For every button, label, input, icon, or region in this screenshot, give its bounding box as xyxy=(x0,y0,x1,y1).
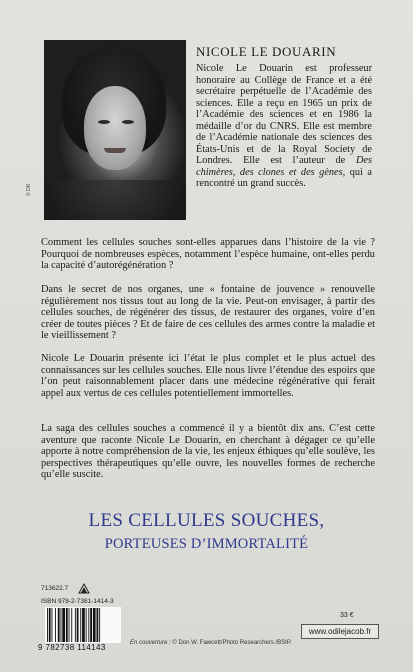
price: 33 € xyxy=(340,612,354,619)
blurb-paragraph-4: La saga des cellules souches a commencé il y a bientôt dix ans. C’est cette aventure que raconte Nicole Le Douarin, en cherchant à dégager ce qu’elle apporte à notre compréhension de la vie, les enjeux éthiques qu’elle soulève, les perspectives thérapeutiques qu’elle ouvre, les nouvelles formes de recherche qu’elle suscite. xyxy=(41,423,375,481)
barcode xyxy=(45,607,121,643)
bio-book-title: Des chimères, des clones et des gènes, xyxy=(196,155,372,178)
blurb-paragraph-2: Dans le secret de nos organes, une « fontaine de jouvence » renouvelle régulièrement nos tissus tout au long de la vie. Peut-on envisager, à partir des cellules souches, de régénérer des tissus, de restaurer des organes, voire d’en créer de toutes pièces ? Et de faire de ces cellules des armes contre la maladie et le vieillissement ? xyxy=(41,284,375,342)
author-photo xyxy=(44,40,186,220)
book-title-line-2: PORTEUSES D’IMMORTALITÉ xyxy=(104,536,309,552)
photo-credit: © DR xyxy=(26,183,32,196)
author-name: NICOLE LE DOUARIN xyxy=(196,44,337,59)
blurb-paragraph-1: Comment les cellules souches sont-elles apparues dans l’histoire de la vie ? Pourquoi de nombreuses espèces, notamment l’espèce humaine, ont-elles perdu la capacité d’autorégénération ? xyxy=(41,237,375,272)
publisher-logo-icon xyxy=(78,583,90,595)
book-title-line-1: LES CELLULES SOUCHES, xyxy=(88,510,325,531)
product-code: 713622.7 xyxy=(41,585,69,592)
barcode-digits: 9 782738 114143 xyxy=(38,643,106,652)
publisher-website: www.odilejacob.fr xyxy=(301,624,379,639)
author-bio: Nicole Le Douarin est professeur honoraire au Collège de France et a été secrétaire perpétuelle de l’Académie des sciences. Elle a reçu en 1965 un prix de l’Académie des sciences et en 1986 la médaille d’or du CNRS. Elle est membre de l’Académie nationale des sciences des États-Unis et de la Royal Society de Londres. Elle est l’auteur de Des chimères, des clones et des gènes, qui a rencontré un grand succès. xyxy=(196,63,373,189)
blurb-paragraph-3: Nicole Le Douarin présente ici l’état le plus complet et le plus actuel des connaissances sur les cellules souches. Elle nous livre l’étendue des espoirs que l’on peut raisonnablement placer dans une médecine régénérative qui ferait appel aux vertus de ces cellules potentiellement immortelles. xyxy=(41,353,375,399)
cover-credit: En couverture : © Don W. Fawcett/Photo Researchers /BSIP. xyxy=(130,640,292,646)
isbn: ISBN 978-2-7381-1414-3 xyxy=(41,598,114,605)
